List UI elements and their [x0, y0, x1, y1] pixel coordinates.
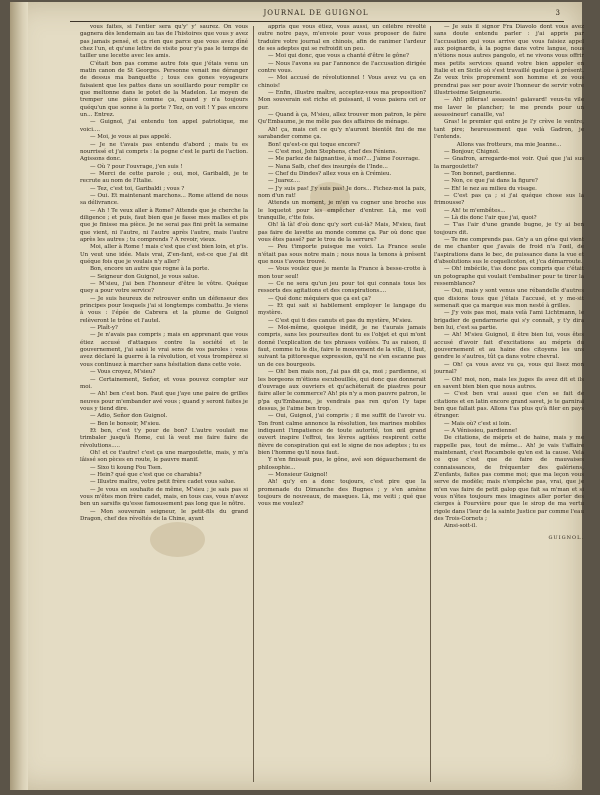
paragraph: De citations, de mépris et de haine, mais y me rappelle pas, tout de même... Ah! je vais t'affaire maintenant, c'est Rocambole qu'en est la cause. Vela ce que c'est que de faire de mauvaises connaissances, de fréquenter des galériens, Z'enfants, faites pas comme moi; que ma leçon vous serve de modèle; mais n'empêche pas, vrai, que je m'en vas faire de petit galop que fait sa m'man et si vous n'êtes toujours mes imagines aller porter des cierges à Fourvière pour que le sirop de ma vertu rigole dans l'leur de la sainte Justice par comme l'eau des Trois-Cornets ; [434, 435, 584, 523]
text-column-3 [434, 24, 584, 784]
paragraph: Ah! qu'y en a donc toujours, c'est pire que la promenade du Dimanche des Bugnes ; y s'en amène toujours de nouveaux, de masques. Là, me veiti ; qué que vous me voulez? [258, 479, 426, 508]
running-head: JOURNAL DE GUIGNOL [263, 9, 369, 17]
paragraph: — Oh! moi, non, mais les juges ils avez dit et ils en savent bien bien que nous autres. [434, 376, 584, 390]
paragraph: — Ah ! Te veux aller à Rome? Attends que je cherche la diligence ; et puis, faut bien que je fasse mes malles et pis que je finisse ma pièce. Je ne serai pas fini prêt la semaine que vient, ni l'autre, ni l'autre après l'autre, mais l'autre après les autres ; tu comprends ? A revoir, vieux. [80, 207, 248, 243]
paragraph: Moi, aller à Rome ! mais c'est que c'est bien loin, et p'is. Un veut une idée. Mais vrai, Z'en-fant, est-ce que j'ai dit quéque fois que je voulais n'y aller? [80, 244, 248, 265]
paragraph: — Où ? pour l'ouvrage, j'en suis ! [90, 163, 183, 170]
paragraph: — Mon souverain seigneur, le petit-fils du grand Dragon, chef des révoltés de la Chine, ayant [80, 508, 248, 523]
paragraph: — Enfin, illustre maître, acceptez-vous ma proposition? Mon souverain est riche et puissant, il vous paiera cet or pur. [258, 90, 426, 111]
paragraph: — Vous voulez que je mente la France à besse-crotte à mon tour seul! [258, 266, 426, 280]
paragraph: Gras! le premier qui entre je l'y crève le ventre, tant pire; heureusement que velà Gadron, je l'entends. [434, 119, 584, 141]
paragraph: — Seigneur don Guignol, je vous salue. [90, 273, 200, 280]
paragraph: Y n'en finissait pus, le gône, avé son dégauchement de philosophie... [258, 457, 426, 471]
paragraph: — Moi, je vous ai pas appelé. [90, 134, 172, 141]
paragraph: — Monsieur Guignol! [268, 471, 328, 478]
text-column-1 [80, 24, 248, 784]
paragraph: — Certainement, Señor, et vous pouvez compter sur moi. [80, 376, 248, 390]
paragraph: — Ton bonnet, pardienne. [444, 170, 517, 177]
text-column-2 [258, 24, 426, 784]
paragraph: — Plaît-y? [90, 325, 118, 332]
paragraph: — Eh! le nez au milieu du visage. [444, 185, 537, 192]
newspaper-page [10, 2, 582, 790]
paragraph: — Oh! ça vous avez vu ça, vous qui lisez mon journal? [434, 361, 584, 376]
paragraph: — Non, ce que j'ai dans la figure? [444, 178, 538, 185]
paragraph: — C'est pas ça ; si j'ai quéque chose sus la frimousse? [434, 192, 584, 207]
paragraph: — Bonjour, Chignol. [444, 148, 500, 155]
paragraph: Bon, encore un autre que rogne à la porte. [90, 266, 210, 273]
paragraph: — Oui, mais y sont venus une rébandelle d'autres que disions tous que j'étais l'accusé, et y me-sit semenait que ça marque sus mon nesté à grilles. [434, 288, 584, 310]
paragraph: — Oui. Et maintenant marchons... Rome attend de nous sa délivrance. [80, 192, 248, 207]
paragraph: — Je ne t'avais pas entendu d'abord ; mais tu es nourrissé et j'ai compris : la pogne c'est le parti de l'action. Agissons donc. [80, 141, 248, 163]
paragraph: — Vous croyez, M'sieu? [90, 369, 156, 376]
paragraph: — Nous l'avons su par l'annonce de l'accusation dirigée contre vous. [258, 60, 426, 75]
paragraph: — Mais où? c'est si loin. [444, 420, 512, 427]
paragraph: — Nana Saïb, chef des insurgés de l'Inde... [268, 163, 388, 170]
paragraph: — Gnafron, arregarde-moi voir. Qué que j'ai sus la margoulette? [434, 156, 584, 170]
paragraph: — Guignol, j'ai entendu ton appel patriotique, me voici.... [80, 119, 248, 133]
paragraph: — Je vous en souhaite de même, M'sieu ; je sais pas si vous m'êtes mon frère cadet, mais, en tous cas, vous n'avez ben un sarsifis qu'esse famousement pas long que le nôtre. [80, 486, 248, 508]
paragraph: — Hein? qué que c'est que ce charabia? [90, 471, 202, 478]
paragraph: — Ce ne sera qu'un jeu pour toi qui connais tous les ressorts des agitations et des conspirations.... [258, 281, 426, 295]
paragraph: — Juarez.... [268, 178, 301, 185]
paragraph: — Merci de cette parole ; oui, moi, Garibaldi, je te recrute au nom de l'Italie. [80, 170, 248, 185]
paragraph: — Là dis donc l'air que j'ai, quoi? [444, 214, 537, 221]
paragraph: — T'as l'air d'une grande bugne, je t'y ai ben toujours dit. [434, 222, 584, 236]
paragraph: C'était bon pas comme autre fois que j'étais venu un matin canon de St Georges. Personne venait me déranger de dessus ma banquette ; tous ces gones voyageurs faisaient que les pattes dans un souillardo pour remplir ce que meltonne dans le potet de la Madelon. Le moyen de tremper une pièce comme ça, quand y n'a toujours quéqu'un que sonne à la porte ? Tez, on voit ! Y pas encore un... Entrez. [80, 60, 248, 119]
page-number: 3 [555, 9, 560, 17]
paragraph: Ainsi-soit-il. [444, 523, 477, 530]
paragraph: — Je n'avais pas compris ; mais en apprenant que vous étiez accusé d'attaques contre la société et le gouvernement, j'ai saisi le vrai sens de vos paroles : vous avez déclaré la guerre à la révolution, et vous trompèrez si vous continuez à marcher sans hésitation dans cette voie. [80, 332, 248, 368]
paragraph: appris que vous étiez, vous aussi, un célèbre révolté outre notre pays, m'envoie pour vous proposer de faire traduire votre journal en chinois, afin de ranimer l'ardeur de ses adeptes qui se refroidit un peu. [258, 24, 426, 53]
paragraph: — M'sieu, j'ai ben l'honneur d'être le vôtre. Quéque quey a pour votre service? [80, 281, 248, 295]
page-binding [10, 2, 28, 790]
paragraph: Oh! et ce t'autre! c'est ça une margoulette, mais, y m'a lâissé son pèces en route, le pauvre manif. [80, 449, 248, 464]
paragraph: — Qué donc méquiers que ça est ça? [268, 295, 371, 302]
paragraph: Et ben, c'est t'y pour de bon? L'autre voulait me trimbaler jusqu'à Rome, cui là veut me faire faire de révolutions..... [80, 427, 248, 449]
paragraph: Attends un moment, je m'en va cogner une broche sus le loquetot pour les empêcher d'entrer. Là, me voil tranquille, c'tte fois. [258, 200, 426, 221]
paragraph: — C'est qui ti des canuts et pas du mystère, M'sieu. [268, 317, 413, 324]
paragraph: — Oh! ben mais non, j'ai pas dit ça, moi ; pardienne, si les borgeons m'étions escubouillés, qui donc que donnerait d'ouvrage aux ouvriers et qu'achèterait de piastres pour faire aller le commerce? Ah! pis n'y a mon pauvre patron, le p'pa qu'Embaume, je vendrais pas ren qu'on l'y tape dessus, je l'aime ben trop. [258, 369, 426, 412]
paragraph: — C'est ben vrai aussi que c'en se fait de citations et en latin encore grand savet, je te garnirai ben que fallait pas. Allons t'as plus qu'à filer en pays étranger. [434, 391, 584, 420]
paragraph: — Ah! ben c'est bon. Faut que j'aye une paire de grilles neuves pour m'embander avé vous ; quand y seront faites je vous y tiend dire. [80, 391, 248, 412]
paragraph: vous faites, si l'entier sera qu'y' y' saurez. On vous gagnera dès lendemain au tas de l'histoires que vous y avez pas jamais pensé, et ça rien que parce que vous avez dîné chez l'un, et qu'une lettre de visite pour y'a pas le temps de tailler une lecette avec les amis. [80, 24, 248, 60]
paragraph: — J'y vois pas moi, mais velà l'ami Lichtmann, le brigadier de gendarmerie qui s'y connaît, y t'y dira ben lui, c'est sa partie. [434, 310, 584, 332]
paragraph: — Ben le bonsoir, M'sieu. [90, 420, 161, 427]
paragraph: — A Vénissieu, pardienne! [444, 427, 518, 434]
paragraph: — Je suis il signor Fra Diavolo dont vous avez sans doute entendu parler : j'ai appris par l'accusation qui vous arrive que vous faisiez appel aux poignards, à la pogne dans votre langue, nous n'étions nous autres pangolo, et ne vivons vous offrir mes petits services quand votre bien appeler en Italie et en Sicile où s'est travaillé quelque à présent. Ze veux très proprement son homme et ze vous prendrai pas ser pour avoir l'honneur de servir votre illustrissime Seigneurie. [434, 24, 584, 97]
paragraph: — Je suis heureux de retrouver enfin un défenseur des principes pour lesquels j'ai si longtemps combattu. Je viens à vous : l'épée de Cabrera et la plume de Guignol relèveront le trône et l'autel. [80, 295, 248, 324]
paragraph: — Moi-même, quoique inédit, je ne t'aurais jamais compris, sans les poursuites dont tu es l'objet et qui m'ont donné l'explication de tes phrases voilées. Tu as raison, il faut, comme tu le dis, faire le mouvement de la ville, il faut, suivant ta pittoresque expression, qu'il ne s'en escanne pas un de ces bourgeois. [258, 325, 426, 368]
paragraph: — Oh! imbécile, t'as donc pas compris que c'était un potographe qui voulait t'embaliner pour te tirer la ressemblance? [434, 266, 584, 288]
paragraph: Oh! là là! d'où donc qu'y sort cui-là? Mais, M'sieu, faut pas faire de lavette au monde comme ça. Par où donc que vous êtes passé? par le trou de la serrure? [258, 222, 426, 243]
paragraph: — Me parlez de faignantise, à moi?... J'aime l'ouvrage. [268, 156, 420, 163]
paragraph: — Oui, Guignol, j'ai compris ; il me suffit de l'avoir vu. Ton front calme annonce la résolution, tes marines mobiles indiquent l'impatience de toute autorité, ton œil grand ouvert inspire l'effroi, tes lèvres agitées respirent cette fièvre de conspiration qui est le signe de nos adeptes ; tu es bien l'homme qu'il nous faut. [258, 413, 426, 456]
column-divider [253, 26, 254, 782]
paragraph: — Moi qui donc, que vous a chanté d'être le gône? [268, 53, 409, 60]
paragraph: Allons vas frotteurs, ma mie Jeanne... [456, 141, 562, 148]
paragraph: — Peu t'importe puisque me voici. La France seule n'était pas sous notre main ; nous nous la tenons à présent que nous t'avons trouvé. [258, 244, 426, 265]
paragraph: — Quand à ça, M'sieu, allez trouver mon patron, le père Qu'Embaume, je me mêle pas des affaires de ménage. [258, 112, 426, 126]
signature: GUIGNOL. [548, 534, 584, 541]
header-rule [70, 21, 564, 22]
paragraph: — Ah! M'sieu Guignol, il être bien lui, vous êtes accusé d'avoir fait d'excitations au mépris du gouvernement et au haine des citoyens les uns gendre le s'autres, tût ça dans votre chevral. [434, 332, 584, 361]
paragraph: — Sixo ti koung Fou Tsen. [90, 464, 163, 471]
paragraph: — Te me comprends pas. Gn'y a un gône qui vient de me chanter que j'avais de froid n'a l'œil, de l'aspirations dans le bec, de puissance dans la vue et d'absolutions sus le coquelicoton, et j'ca démarroute. [434, 236, 584, 265]
paragraph: — J'y suis pas! J'y suis pas! Je dors... Fichez-moi la paix, nom d'un rat! [258, 185, 426, 199]
paragraph: — C'est moi, John Stephens, chef des Féniens. [268, 148, 397, 155]
paragraph: Bon! qu'est-ce qui toque encore? [268, 141, 360, 148]
paragraph: — Illustre maître, votre petit frère cadet vous salue. [90, 479, 236, 486]
column-divider [430, 26, 431, 782]
paragraph: — Et qui sait si habilement employer le langage du mystère. [258, 303, 426, 317]
paragraph: Ah! ça, mais cet ce qu'y n'auront bientôt fini de me sarabander comme ça. [258, 126, 426, 141]
paragraph: — Ah! te m'embêtes... [444, 207, 506, 214]
paragraph: — Chef du Dindes? allez vous en à Crémieu. [268, 170, 392, 177]
paragraph: — Ah! pilleras! assassin! galavard! veux-tu vile me laver le plancher; te me prends pour un assassineur! canaille, va! [434, 97, 584, 119]
paragraph: — Adio, Señor don Guignol. [90, 413, 168, 420]
paragraph: — Tez, c'est toi, Garibaldi ; vous ? [90, 185, 185, 192]
paragraph: — Moi accusé de révolutionnel ! Vous avez vu ça en chinois! [258, 75, 426, 89]
